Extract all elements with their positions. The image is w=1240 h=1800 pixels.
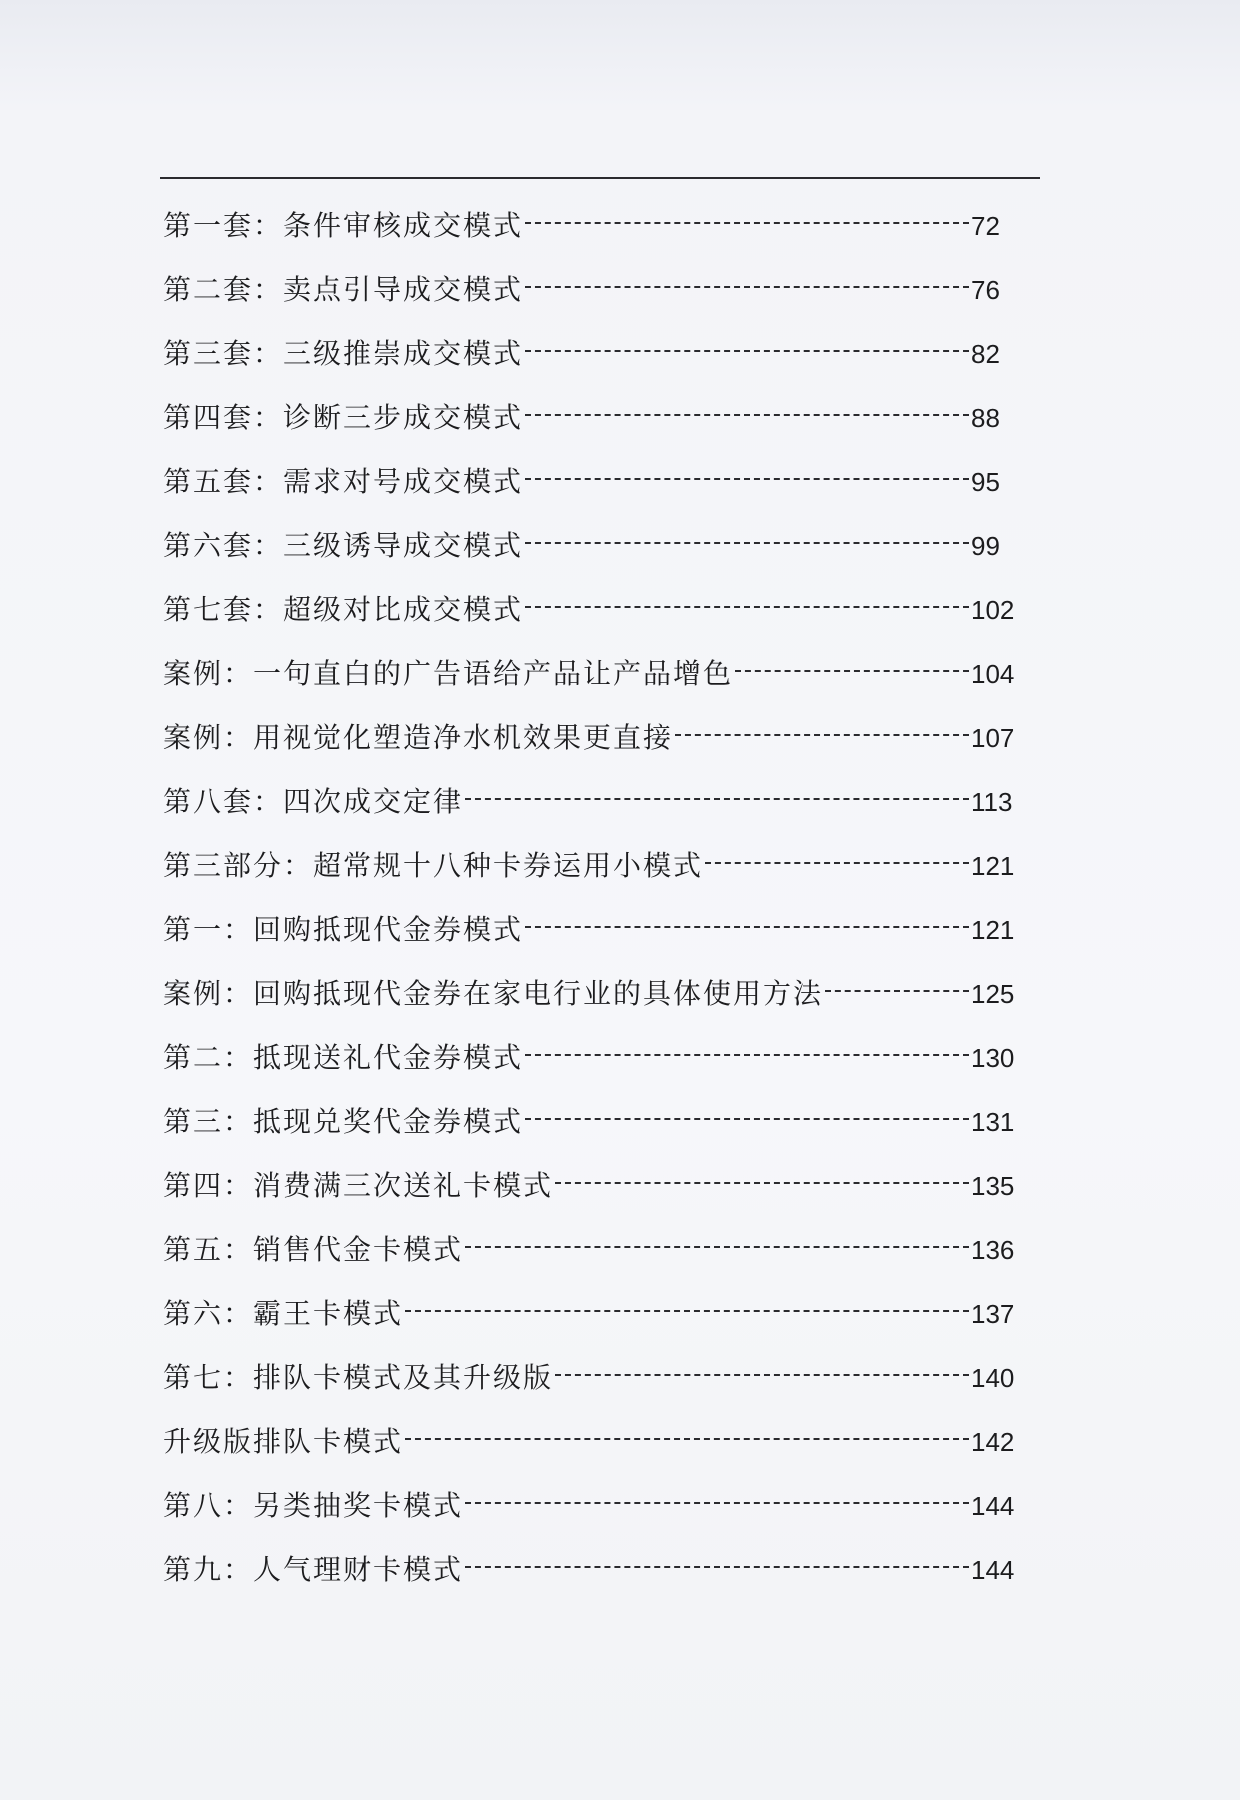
toc-entry-title: 案例：回购抵现代金券在家电行业的具体使用方法	[163, 977, 824, 1010]
toc-entry-title: 第一：回购抵现代金券模式	[163, 913, 524, 946]
dot-leader	[555, 1182, 969, 1184]
toc-entry-page: 104	[971, 659, 1015, 689]
dot-leader	[525, 1054, 969, 1056]
toc-entry-title: 案例：一句直白的广告语给产品让产品增色	[163, 657, 734, 690]
toc-entry-title: 第二：抵现送礼代金券模式	[163, 1041, 524, 1074]
toc-entry	[163, 588, 1023, 652]
toc-entry-page: 102	[971, 595, 1015, 625]
toc-entry	[163, 844, 1023, 908]
dot-leader	[825, 990, 969, 992]
toc-entry-page: 144	[971, 1555, 1015, 1585]
toc-entry-title: 第八：另类抽奖卡模式	[163, 1489, 464, 1522]
toc-entry-page: 95	[971, 467, 1000, 497]
dot-leader	[735, 670, 969, 672]
toc-entry	[163, 1164, 1023, 1228]
dot-leader	[465, 798, 969, 800]
header-rule	[160, 177, 1040, 179]
toc-entry	[163, 780, 1023, 844]
dot-leader	[525, 926, 969, 928]
toc-entry-page: 135	[971, 1171, 1015, 1201]
toc-entry-title: 第三部分：超常规十八种卡券运用小模式	[163, 849, 704, 882]
toc-entry	[163, 1484, 1023, 1548]
dot-leader	[525, 350, 969, 352]
dot-leader	[465, 1502, 969, 1504]
table-of-contents	[163, 204, 1023, 1612]
dot-leader	[525, 286, 969, 288]
dot-leader	[465, 1566, 969, 1568]
dot-leader	[525, 542, 969, 544]
toc-entry-page: 140	[971, 1363, 1015, 1393]
toc-entry-page: 82	[971, 339, 1000, 369]
toc-entry	[163, 524, 1023, 588]
toc-entry	[163, 332, 1023, 396]
toc-entry	[163, 652, 1023, 716]
toc-entry	[163, 204, 1023, 268]
toc-entry-title: 第二套：卖点引导成交模式	[163, 273, 524, 306]
dot-leader	[525, 478, 969, 480]
toc-entry	[163, 1420, 1023, 1484]
toc-entry	[163, 716, 1023, 780]
toc-entry	[163, 1292, 1023, 1356]
toc-entry-title: 第六套：三级诱导成交模式	[163, 529, 524, 562]
toc-entry-page: 130	[971, 1043, 1015, 1073]
toc-entry-title: 第三：抵现兑奖代金券模式	[163, 1105, 524, 1138]
toc-entry-page: 136	[971, 1235, 1015, 1265]
toc-entry-title: 第九：人气理财卡模式	[163, 1553, 464, 1586]
toc-entry-title: 第四套：诊断三步成交模式	[163, 401, 524, 434]
dot-leader	[525, 222, 969, 224]
dot-leader	[405, 1438, 969, 1440]
toc-entry-title: 第三套：三级推崇成交模式	[163, 337, 524, 370]
toc-entry-page: 142	[971, 1427, 1015, 1457]
dot-leader	[675, 734, 969, 736]
toc-entry	[163, 268, 1023, 332]
dot-leader	[705, 862, 969, 864]
toc-entry-title: 第五套：需求对号成交模式	[163, 465, 524, 498]
toc-entry	[163, 908, 1023, 972]
toc-entry	[163, 396, 1023, 460]
toc-entry	[163, 1228, 1023, 1292]
toc-entry-page: 107	[971, 723, 1015, 753]
toc-entry-page: 131	[971, 1107, 1015, 1137]
toc-entry-page: 99	[971, 531, 1000, 561]
toc-entry	[163, 1356, 1023, 1420]
toc-entry-page: 88	[971, 403, 1000, 433]
toc-entry	[163, 1036, 1023, 1100]
toc-entry-title: 升级版排队卡模式	[163, 1425, 404, 1458]
dot-leader	[465, 1246, 969, 1248]
toc-entry-page: 137	[971, 1299, 1015, 1329]
dot-leader	[405, 1310, 969, 1312]
toc-entry-page: 125	[971, 979, 1015, 1009]
toc-entry	[163, 1548, 1023, 1612]
toc-entry-page: 76	[971, 275, 1000, 305]
toc-entry	[163, 972, 1023, 1036]
toc-entry-title: 第五：销售代金卡模式	[163, 1233, 464, 1266]
toc-entry	[163, 460, 1023, 524]
toc-entry-page: 113	[971, 787, 1013, 817]
toc-entry-title: 第七：排队卡模式及其升级版	[163, 1361, 554, 1394]
dot-leader	[525, 606, 969, 608]
toc-entry-title: 第六：霸王卡模式	[163, 1297, 404, 1330]
dot-leader	[525, 414, 969, 416]
toc-entry	[163, 1100, 1023, 1164]
toc-entry-title: 案例：用视觉化塑造净水机效果更直接	[163, 721, 674, 754]
toc-entry-title: 第四：消费满三次送礼卡模式	[163, 1169, 554, 1202]
toc-entry-page: 121	[971, 851, 1015, 881]
toc-entry-title: 第八套：四次成交定律	[163, 785, 464, 818]
dot-leader	[525, 1118, 969, 1120]
toc-entry-title: 第七套：超级对比成交模式	[163, 593, 524, 626]
dot-leader	[555, 1374, 969, 1376]
toc-entry-title: 第一套：条件审核成交模式	[163, 209, 524, 242]
toc-entry-page: 72	[971, 211, 1000, 241]
toc-entry-page: 144	[971, 1491, 1015, 1521]
toc-entry-page: 121	[971, 915, 1015, 945]
